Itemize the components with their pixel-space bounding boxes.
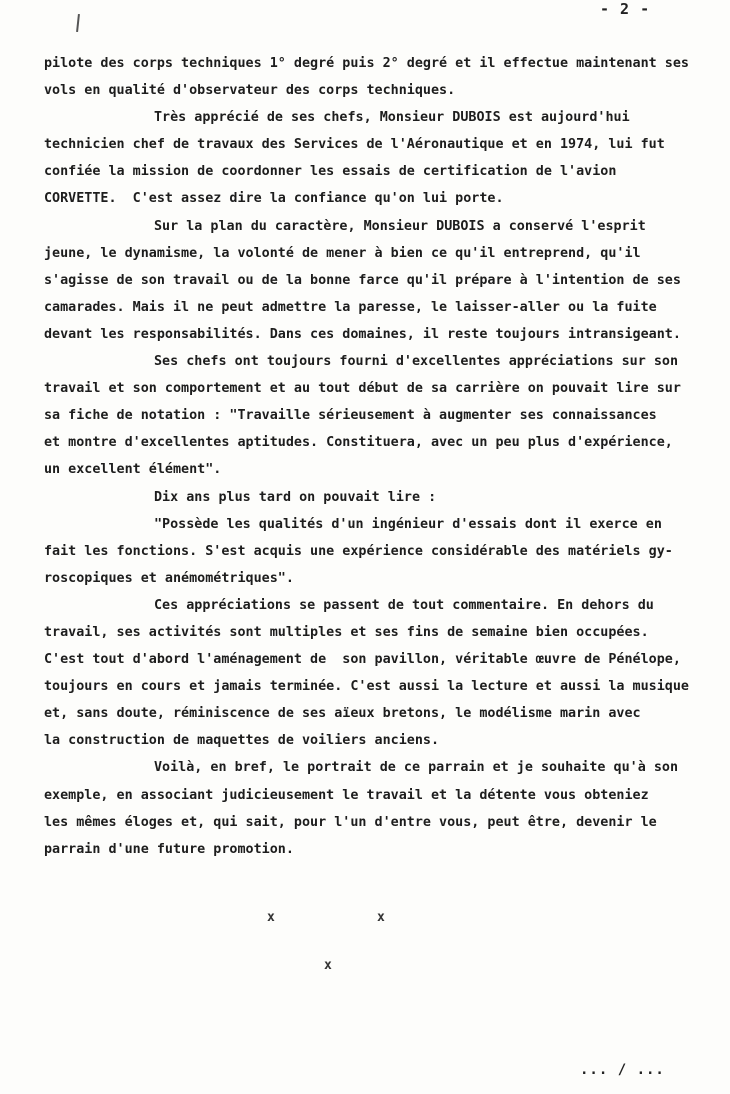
- quote-start-line: "Possède les qualités d'un ingénieur d'essais dont il exerce en: [154, 516, 662, 532]
- text-line: technicien chef de travaux des Services de l'Aéronautique et en 1974, lui fut: [44, 137, 665, 153]
- pen-mark: [76, 14, 80, 32]
- text-line: travail et son comportement et au tout début de sa carrière on pouvait lire sur: [44, 381, 681, 397]
- text-line: C'est tout d'abord l'aménagement de son pavillon, véritable œuvre de Pénélope,: [44, 652, 681, 668]
- text-line: roscopiques et anémométriques".: [44, 570, 294, 586]
- page-number: - 2 -: [600, 0, 651, 18]
- continuation-mark: ... / ...: [580, 1062, 665, 1078]
- paragraph-start-line: Ces appréciations se passent de tout commentaire. En dehors du: [154, 597, 654, 613]
- text-line: pilote des corps techniques 1° degré puis 2° degré et il effectue maintenant ses: [44, 56, 689, 71]
- text-line: et, sans doute, réminiscence de ses aïeux bretons, le modélisme marin avec: [44, 706, 641, 722]
- text-line: exemple, en associant judicieusement le travail et la détente vous obteniez: [44, 787, 649, 803]
- paragraph-start-line: Voilà, en bref, le portrait de ce parrain et je souhaite qu'à son: [154, 760, 679, 776]
- text-line: les mêmes éloges et, qui sait, pour l'un d'entre vous, peut être, devenir le: [44, 814, 657, 830]
- separator-mark: x: [377, 910, 385, 925]
- text-line: sa fiche de notation : "Travaille sérieusement à augmenter ses connaissances: [44, 408, 657, 424]
- text-line: devant les responsabilités. Dans ces domaines, il reste toujours intransigeant.: [44, 326, 681, 342]
- text-line: travail, ses activités sont multiples et ses fins de semaine bien occupées.: [44, 624, 649, 640]
- text-line: confiée la mission de coordonner les essais de certification de l'avion: [44, 164, 617, 180]
- text-line: vols en qualité d'observateur des corps techniques.: [44, 83, 456, 99]
- text-line: fait les fonctions. S'est acquis une expérience considérable des matériels gy-: [44, 543, 673, 559]
- separator-mark: x: [324, 958, 332, 973]
- text-line: la construction de maquettes de voiliers anciens.: [44, 733, 440, 749]
- text-line: camarades. Mais il ne peut admettre la paresse, le laisser-aller ou la fuite: [44, 299, 657, 315]
- paragraph-start-line: Sur la plan du caractère, Monsieur DUBOIS a conservé l'esprit: [154, 218, 646, 234]
- text-line: parrain d'une future promotion.: [44, 841, 294, 857]
- paragraph-start-line: Ses chefs ont toujours fourni d'excellentes appréciations sur son: [154, 354, 679, 370]
- paragraph-start-line: Dix ans plus tard on pouvait lire :: [154, 489, 437, 505]
- text-line: s'agisse de son travail ou de la bonne farce qu'il prépare à l'intention de ses: [44, 272, 681, 288]
- text-line: jeune, le dynamisme, la volonté de mener à bien ce qu'il entreprend, qu'il: [44, 245, 641, 261]
- body-text: [44, 50, 694, 863]
- paragraph-start-line: Très apprécié de ses chefs, Monsieur DUBOIS est aujourd'hui: [154, 110, 630, 126]
- text-line: toujours en cours et jamais terminée. C'est aussi la lecture et aussi la musique: [44, 679, 689, 695]
- separator-mark: x: [267, 910, 275, 925]
- text-line: un excellent élément".: [44, 462, 222, 478]
- text-line: et montre d'excellentes aptitudes. Constituera, avec un peu plus d'expérience,: [44, 435, 673, 451]
- text-line: CORVETTE. C'est assez dire la confiance qu'on lui porte.: [44, 191, 504, 207]
